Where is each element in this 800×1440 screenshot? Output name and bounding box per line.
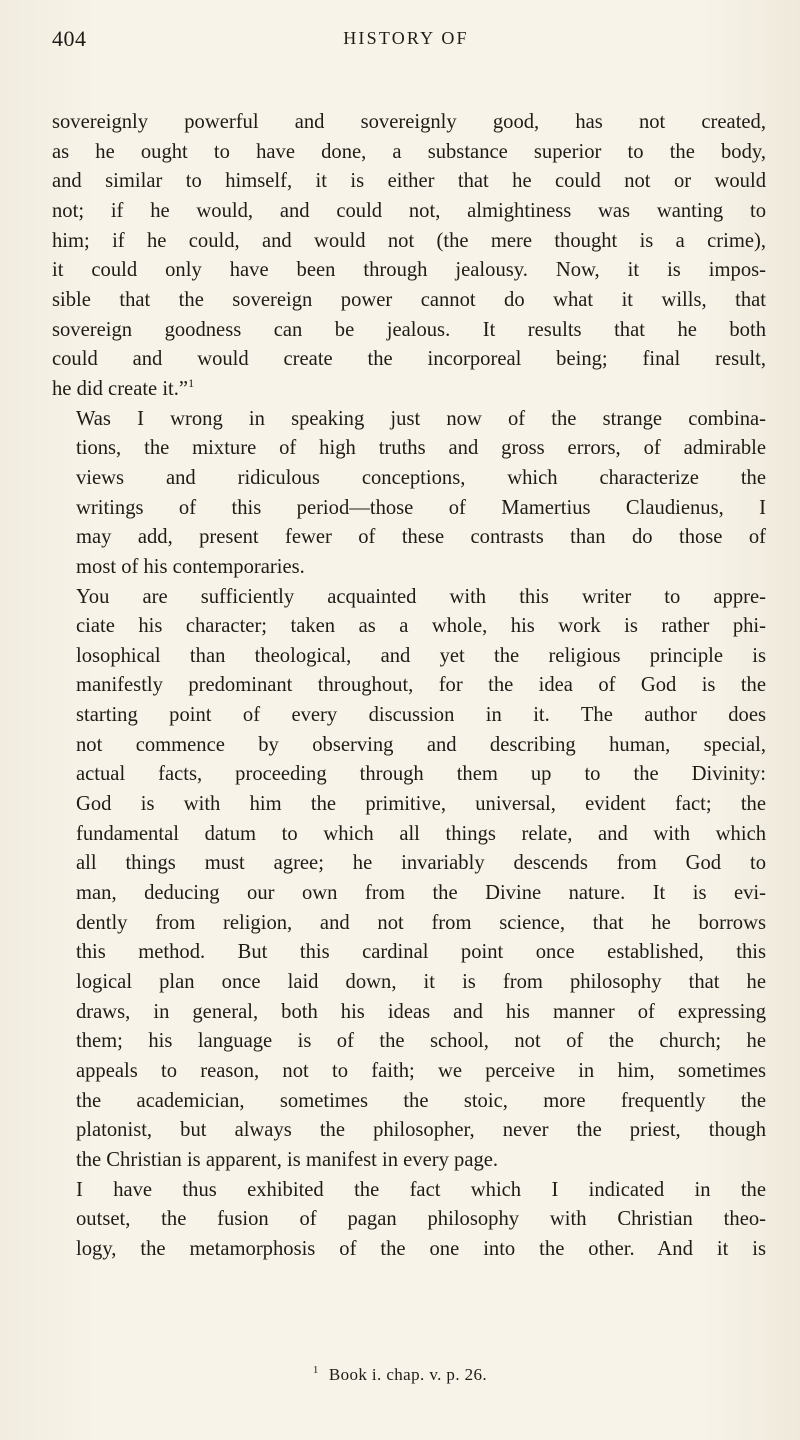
text-line: writings of this period—those of Mamertius Claudienus, I [76,496,766,519]
text-line: man, deducing our own from the Divine nature. It is evi- [76,882,766,905]
page-number: 404 [52,26,87,51]
text-line: not; if he would, and could not, almightiness was wanting to [52,199,766,222]
text-line: and similar to himself, it is either that he could not or would [52,170,766,193]
text-line: tions, the mixture of high truths and gross errors, of admirable [76,437,766,460]
text-line: may add, present fewer of these contrasts than do those of [76,526,766,549]
text-line [52,375,766,405]
text-line: manifestly predominant throughout, for the idea of God is the [76,674,766,697]
text-line: this method. But this cardinal point once established, this [76,941,766,964]
text-line: views and ridiculous conceptions, which characterize the [76,466,766,489]
footnote-reference: 1 [188,376,195,391]
text-line: logical plan once laid down, it is from philosophy that he [76,971,766,994]
text-line: the Christian is apparent, is manifest in every page. [76,1148,499,1171]
text-line: outset, the fusion of pagan philosophy with Christian theo- [76,1208,766,1231]
page-header [52,18,760,58]
text-line: not commence by observing and describing human, special, [76,733,766,756]
text-line: Was I wrong in speaking just now of the strange combina- [76,407,766,430]
text-line: losophical than theological, and yet the religious principle is [76,644,766,667]
text-line: I have thus exhibited the fact which I indicated in the [76,1178,766,1201]
text-line: starting point of every discussion in it. The author does [76,704,766,727]
text-line: ciate his character; taken as a whole, his work is rather phi- [76,615,766,638]
text-line: them; his language is of the school, not of the church; he [76,1030,766,1053]
text-line: it could only have been through jealousy. Now, it is impos- [52,259,766,282]
text-line: appeals to reason, not to faith; we perceive in him, sometimes [76,1060,766,1082]
paragraph [52,583,766,1176]
text-line: You are sufficiently acquainted with this writer to appre- [76,585,766,608]
text-line: fundamental datum to which all things relate, and with which [76,822,766,845]
text-line-content: he did create it.” [52,377,189,400]
text-line: all things must agree; he invariably descends from God to [76,852,766,875]
text-line: logy, the metamorphosis of the one into the other. And it is [76,1237,766,1260]
footnote-text: Book i. chap. v. p. 26. [328,1364,488,1384]
text-line: platonist, but always the philosopher, never the priest, though [76,1119,766,1142]
text-line: could and would create the incorporeal being; final result, [52,348,766,371]
paragraph [52,405,766,583]
paragraph [52,1176,766,1265]
text-line: actual facts, proceeding through them up to the Divinity: [76,763,766,786]
text-line: sovereign goodness can be jealous. It results that he both [52,318,766,341]
paragraph [52,108,766,405]
footnote-mark: 1 [312,1364,319,1376]
text-line: sible that the sovereign power cannot do what it wills, that [52,288,766,311]
text-line: the academician, sometimes the stoic, more frequently the [76,1089,766,1112]
running-head: HISTORY OF [343,28,469,48]
footnote [0,1364,800,1385]
text-line: sovereignly powerful and sovereignly good, has not created, [52,111,766,133]
text-line: as he ought to have done, a substance superior to the body, [52,140,766,163]
body-text [52,108,766,1265]
text-line: God is with him the primitive, universal, evident fact; the [76,793,766,816]
text-line: dently from religion, and not from science, that he borrows [76,911,766,934]
text-line: draws, in general, both his ideas and his manner of expressing [76,1000,766,1023]
text-line: him; if he could, and would not (the mere thought is a crime), [52,229,766,252]
text-line: most of his contemporaries. [76,555,305,578]
